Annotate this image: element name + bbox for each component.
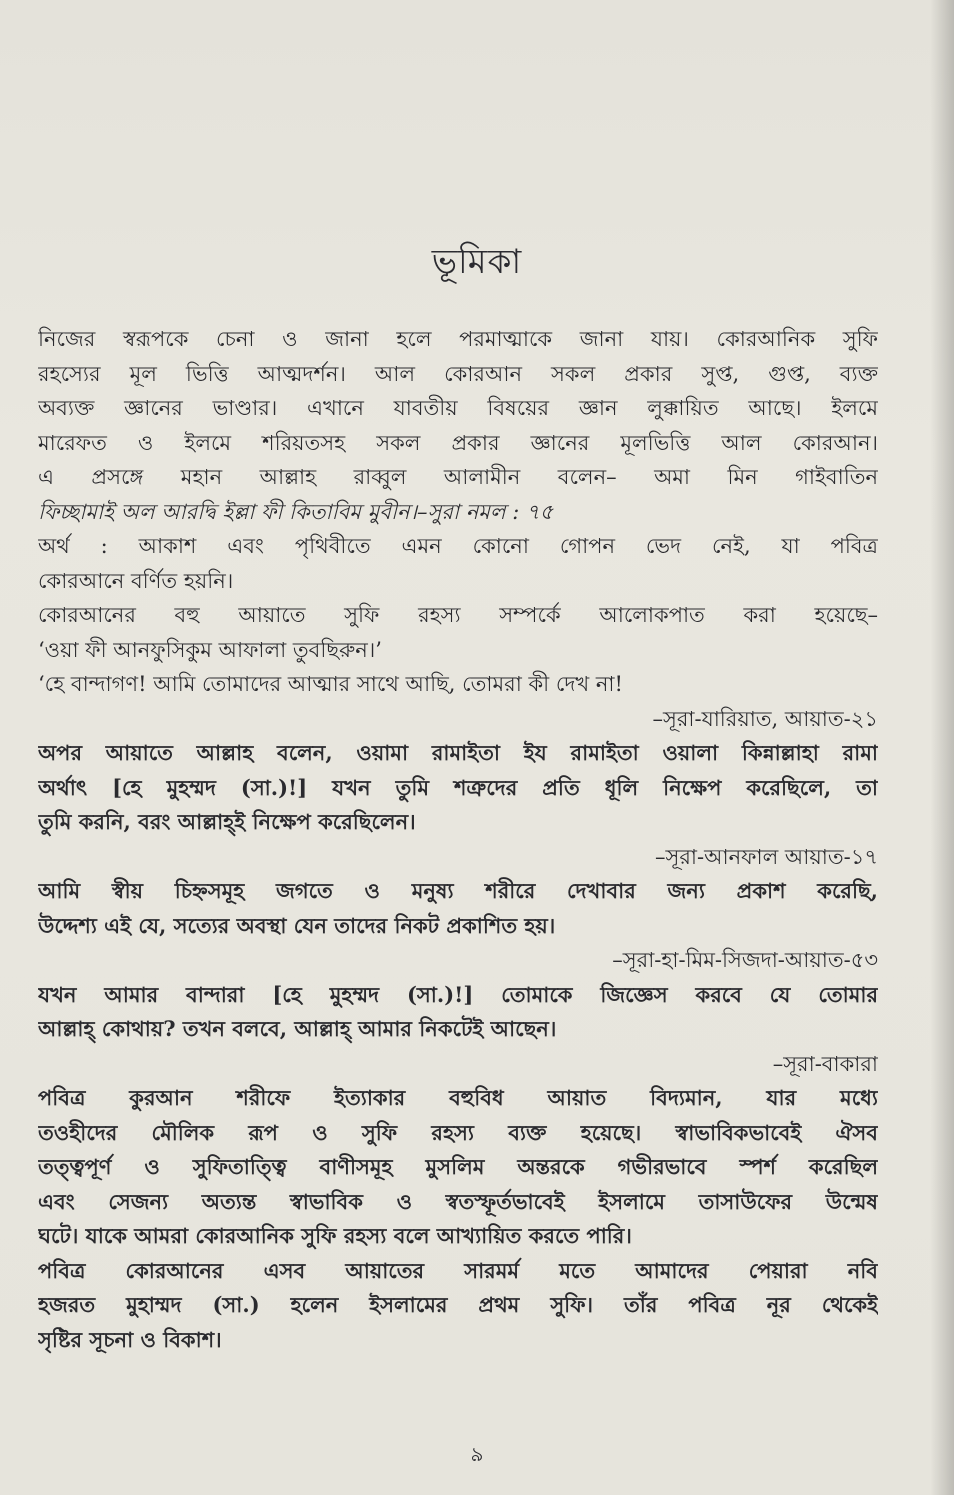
- text-line: অপর আয়াতে আল্লাহ বলেন, ওয়ামা রামাইতা ইয রামাইতা ওয়ালা কিন্নাল্লাহা রামা: [38, 740, 878, 765]
- text-line: কোরআনে বর্ণিত হয়নি।: [38, 568, 234, 593]
- text-line: ফিচ্ছামাই অল আরদ্বি ইল্লা ফী কিতাবিম মুবীন।–সুরা নমল : ৭৫: [38, 499, 554, 524]
- text-line: সৃষ্টির সূচনা ও বিকাশ।: [38, 1326, 222, 1352]
- text-line: পবিত্র কোরআনের এসব আয়াতের সারমর্ম মতে আমাদের পেয়ারা নবি: [38, 1257, 878, 1283]
- text-line: তত্ত্বপূর্ণ ও সুফিতাত্ত্বি বাণীসমূহ মুসলিম অন্তরকে গভীরভাবে স্পর্শ করেছিল: [38, 1154, 878, 1179]
- text-line: –সূরা-আনফাল আয়াত-১৭: [655, 844, 878, 869]
- text-line: ‘হে বান্দাগণ! আমি তোমাদের আত্মার সাথে আছি, তোমরা কী দেখ না!: [38, 672, 623, 696]
- text-line: এ প্রসঙ্গে মহান আল্লাহ রাব্বুল আলামীন বলেন– অমা মিন গাইবাতিন: [38, 465, 878, 489]
- text-line: রহস্যের মূল ভিত্তি আত্মদর্শন। আল কোরআন সকল প্রকার সুপ্ত, গুপ্ত, ব্যক্ত: [38, 361, 878, 386]
- chapter-title: ভূমিকা: [431, 242, 523, 282]
- body-text: [38, 322, 878, 1357]
- page-number: ৯: [470, 1442, 484, 1466]
- text-line: হজরত মুহাম্মদ (সা.) হলেন ইসলামের প্রথম সুফি। তাঁর পবিত্র নূর থেকেই: [38, 1292, 878, 1317]
- page-edge-shadow: [930, 0, 954, 1495]
- text-line: এবং সেজন্য অত্যন্ত স্বাভাবিক ও স্বতস্ফূর্তভাবেই ইসলামে তাসাউফের উন্মেষ: [38, 1188, 878, 1214]
- text-line: কোরআনের বহু আয়াতে সুফি রহস্য সম্পর্কে আলোকপাত করা হয়েছে–: [38, 603, 878, 627]
- text-line: –সূরা-যারিয়াত, আয়াত-২১: [652, 706, 878, 731]
- text-line: যখন আমার বান্দারা [হে মুহম্মদ (সা.)!] তোমাকে জিজ্ঞেস করবে যে তোমার: [38, 981, 878, 1007]
- text-line: মারেফত ও ইলমে শরিয়তসহ সকল প্রকার জ্ঞানের মূলভিত্তি আল কোরআন।: [38, 430, 878, 455]
- text-line: অর্থাৎ [হে মুহম্মদ (সা.)!] যখন তুমি শত্রুদের প্রতি ধূলি নিক্ষেপ করেছিলে, তা: [38, 774, 878, 800]
- text-line: আল্লাহ্ কোথায়? তখন বলবে, আল্লাহ্ আমার নিকটেই আছেন।: [38, 1016, 557, 1041]
- text-line: আমি স্বীয় চিহ্নসমূহ জগতে ও মনুষ্য শরীরে দেখাবার জন্য প্রকাশ করেছি,: [38, 878, 878, 903]
- text-line: অর্থ : আকাশ এবং পৃথিবীতে এমন কোনো গোপন ভেদ নেই, যা পবিত্র: [38, 534, 878, 558]
- text-line: তুমি করনি, বরং আল্লাহ্ই নিক্ষেপ করেছিলেন।: [38, 809, 416, 834]
- text-line: –সূরা-বাকারা: [772, 1051, 878, 1076]
- text-line: ঘটে। যাকে আমরা কোরআনিক সুফি রহস্য বলে আখ্যায়িত করতে পারি।: [38, 1223, 632, 1248]
- text-line: তওহীদের মৌলিক রূপ ও সুফি রহস্য ব্যক্ত হয়েছে। স্বাভাবিকভাবেই ঐসব: [38, 1119, 878, 1145]
- text-line: অব্যক্ত জ্ঞানের ভাণ্ডার। এখানে যাবতীয় বিষয়ের জ্ঞান লুক্কায়িত আছে। ইলমে: [38, 396, 878, 420]
- text-line: নিজের স্বরূপকে চেনা ও জানা হলে পরমাত্মাকে জানা যায়। কোরআনিক সুফি: [38, 327, 878, 351]
- text-line: উদ্দেশ্য এই যে, সত্যের অবস্থা যেন তাদের নিকট প্রকাশিত হয়।: [38, 912, 556, 938]
- text-line: পবিত্র কুরআন শরীফে ইত্যাকার বহুবিধ আয়াত বিদ্যমান, যার মধ্যে: [38, 1085, 878, 1110]
- text-line: –সূরা-হা-মিম-সিজদা-আয়াত-৫৩: [612, 948, 878, 972]
- text-line: ‘ওয়া ফী আনফুসিকুম আফালা তুবছিরুন।’: [38, 637, 382, 662]
